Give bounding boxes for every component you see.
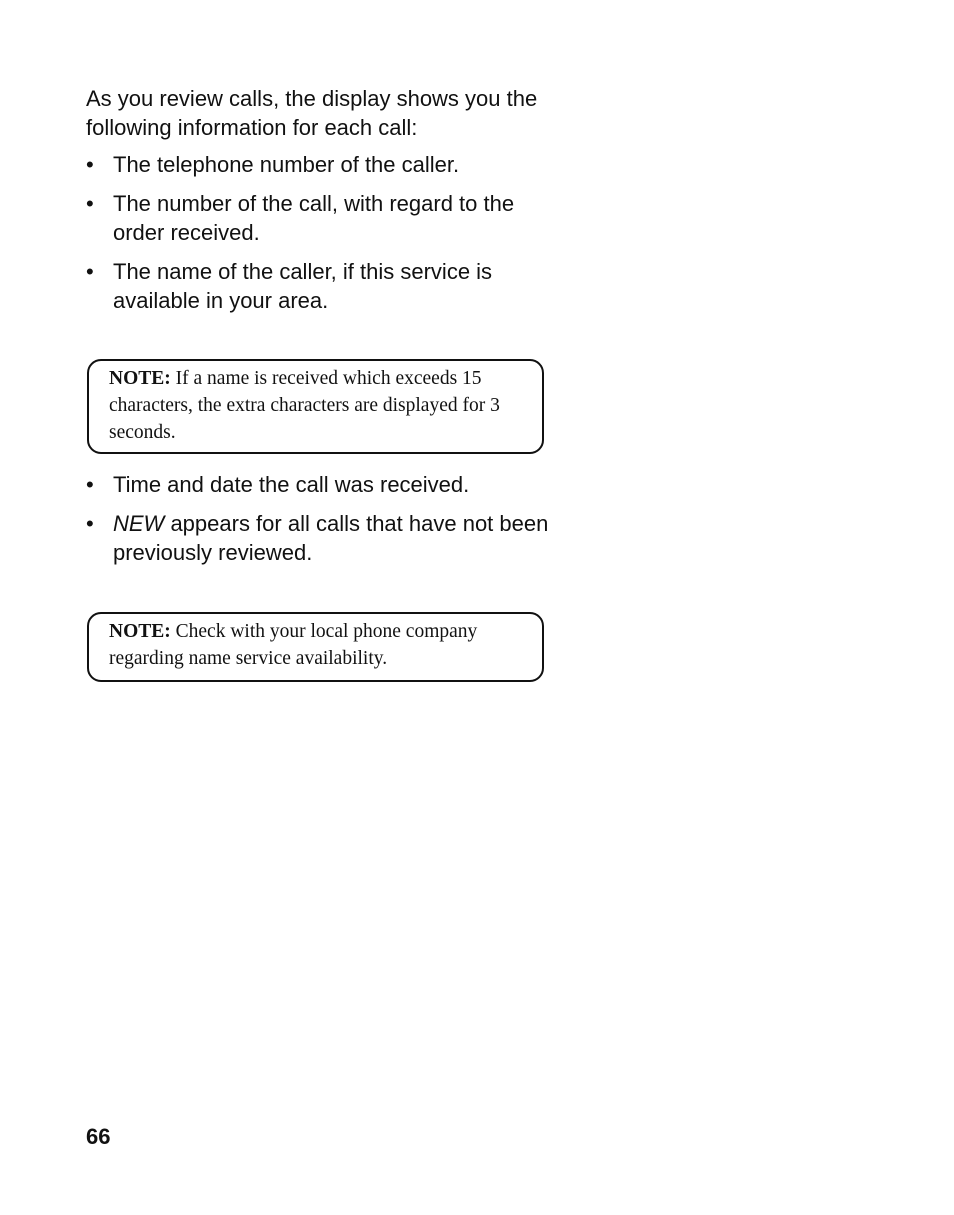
note-text: If a name is received which exceeds 15 characters, the extra characters are displayed for 3 seconds. bbox=[109, 368, 500, 443]
intro-paragraph: As you review calls, the display shows you the following information for each call: bbox=[86, 86, 538, 140]
call-info-list-continued bbox=[86, 470, 556, 577]
note-box-name-length bbox=[87, 359, 544, 454]
list-item-text: The name of the caller, if this service is available in your area. bbox=[113, 259, 493, 313]
bullet-icon: • bbox=[86, 511, 94, 536]
note-box-name-service bbox=[87, 612, 544, 682]
list-item bbox=[86, 189, 556, 247]
note-label: NOTE: bbox=[109, 621, 171, 642]
note-label: NOTE: bbox=[109, 368, 171, 389]
list-item-text: appears for all calls that have not been previously reviewed. bbox=[113, 511, 549, 565]
new-indicator-text: NEW bbox=[113, 511, 165, 536]
list-item bbox=[86, 257, 556, 315]
call-info-list bbox=[86, 150, 556, 325]
bullet-icon: • bbox=[86, 152, 94, 177]
note-text: Check with your local phone company regarding name service availability. bbox=[109, 621, 478, 669]
list-item-text: Time and date the call was received. bbox=[113, 472, 470, 497]
bullet-icon: • bbox=[86, 191, 94, 216]
list-item-text: The telephone number of the caller. bbox=[113, 152, 460, 177]
page-number: 66 bbox=[86, 1124, 111, 1149]
list-item bbox=[86, 470, 556, 499]
list-item bbox=[86, 150, 556, 179]
list-item bbox=[86, 509, 556, 567]
bullet-icon: • bbox=[86, 472, 94, 497]
bullet-icon: • bbox=[86, 259, 94, 284]
list-item-text: The number of the call, with regard to the order received. bbox=[113, 191, 515, 245]
